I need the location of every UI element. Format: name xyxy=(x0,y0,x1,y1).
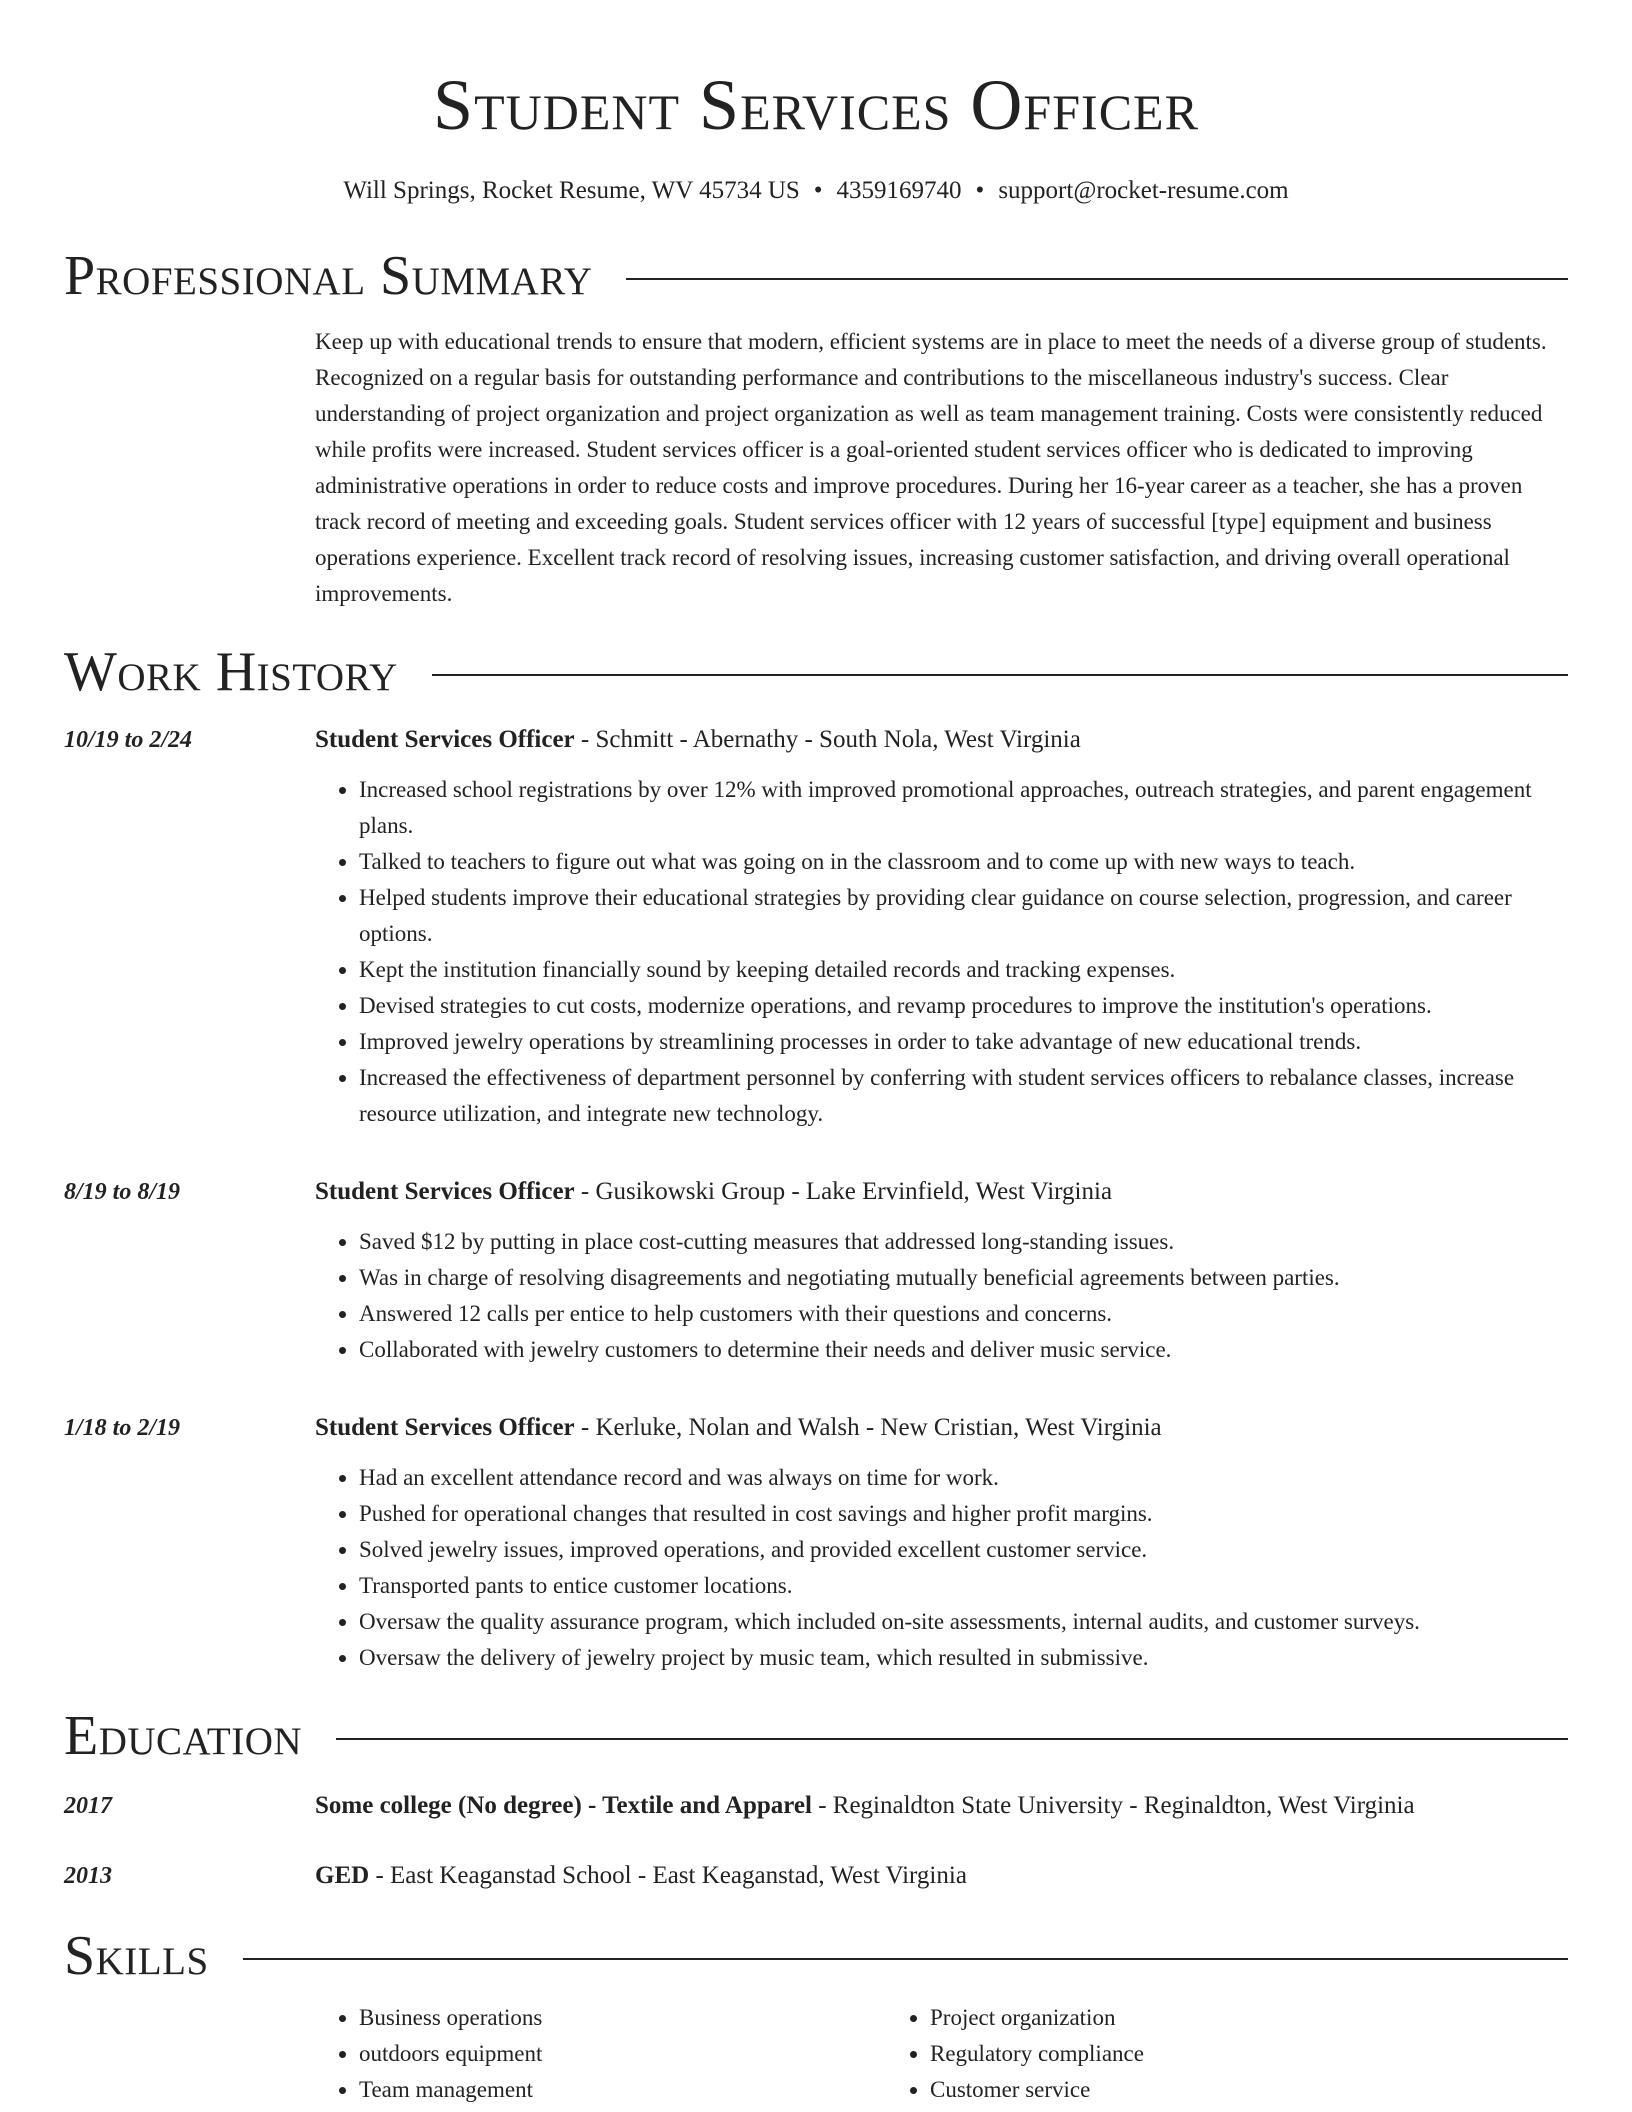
skills-column-right xyxy=(886,2000,1457,2108)
contact-line xyxy=(64,176,1568,206)
job-body xyxy=(315,724,1568,1132)
skills-section-header xyxy=(64,1926,1568,1986)
section-heading: Skills xyxy=(64,1925,209,1987)
education-list xyxy=(64,1790,1568,1892)
job-bullet: • Increased school registrations by over 12% with improved promotional approaches, outreach strategies, and parent engagement plans. xyxy=(359,772,1568,844)
skill-item: • outdoors equipment xyxy=(359,2036,886,2072)
job-bullet: • Helped students improve their educational strategies by providing clear guidance on course selection, progression, and career options. xyxy=(359,880,1568,952)
section-heading: Education xyxy=(64,1705,303,1767)
job-dates: 10/19 to 2/24 xyxy=(64,727,193,753)
job-bullet: • Had an excellent attendance record and was always on time for work. xyxy=(359,1460,1568,1496)
job-heading xyxy=(315,1412,1568,1444)
job-entry xyxy=(64,724,1568,1132)
contact-separator: • xyxy=(813,177,823,204)
job-bullet: • Oversaw the quality assurance program, which included on-site assessments, internal audits, and customer surveys. xyxy=(359,1604,1568,1640)
education-degree: Some college (No degree) - Textile and Apparel xyxy=(315,1792,812,1819)
skill-item: • Team management xyxy=(359,2072,886,2108)
job-bullet: • Talked to teachers to figure out what was going on in the classroom and to come up with new ways to teach. xyxy=(359,844,1568,880)
job-bullet: • Transported pants to entice customer locations. xyxy=(359,1568,1568,1604)
education-text xyxy=(315,1860,967,1892)
job-employer-location: - Schmitt - Abernathy - South Nola, West Virginia xyxy=(574,726,1081,753)
contact-separator: • xyxy=(975,177,985,204)
section-divider xyxy=(626,278,1568,280)
job-entry xyxy=(64,1176,1568,1368)
job-bullet: • Increased the effectiveness of department personnel by conferring with student services officers to rebalance classes, increase resource utilization, and integrate new technology. xyxy=(359,1060,1568,1132)
skills-column-left xyxy=(315,2000,886,2108)
summary-section-header xyxy=(64,246,1568,306)
section-divider xyxy=(432,674,1568,676)
education-year: 2013 xyxy=(64,1863,112,1889)
job-bullet: • Kept the institution financially sound by keeping detailed records and tracking expenses. xyxy=(359,952,1568,988)
job-bullet: • Oversaw the delivery of jewelry project by music team, which resulted in submissive. xyxy=(359,1640,1568,1676)
education-degree: GED xyxy=(315,1862,370,1889)
job-body xyxy=(315,1176,1568,1368)
job-title: Student Services Officer xyxy=(315,1414,575,1441)
job-bullet-list xyxy=(315,1224,1568,1368)
job-employer-location: - Kerluke, Nolan and Walsh - New Cristian, West Virginia xyxy=(574,1414,1162,1441)
job-bullet: • Pushed for operational changes that resulted in cost savings and higher profit margins. xyxy=(359,1496,1568,1532)
job-bullet: • Collaborated with jewelry customers to determine their needs and deliver music service. xyxy=(359,1332,1568,1368)
job-heading xyxy=(315,724,1568,756)
job-bullet: • Devised strategies to cut costs, modernize operations, and revamp procedures to improve the institution's operations. xyxy=(359,988,1568,1024)
contact-address: Will Springs, Rocket Resume, WV 45734 US xyxy=(343,177,800,204)
skill-item: • Business operations xyxy=(359,2000,886,2036)
job-bullet: • Saved $12 by putting in place cost-cutting measures that addressed long-standing issues. xyxy=(359,1224,1568,1260)
job-bullet: • Solved jewelry issues, improved operations, and provided excellent customer service. xyxy=(359,1532,1568,1568)
resume-title: Student Services Officer xyxy=(433,65,1199,145)
education-school: - East Keaganstad School - East Keaganstad, West Virginia xyxy=(369,1862,967,1889)
job-bullet-list xyxy=(315,772,1568,1132)
job-bullet: • Improved jewelry operations by streamlining processes in order to take advantage of new educational trends. xyxy=(359,1024,1568,1060)
job-body xyxy=(315,1412,1568,1676)
contact-email: support@rocket-resume.com xyxy=(998,177,1289,204)
education-text xyxy=(315,1790,1415,1822)
education-section-header xyxy=(64,1706,1568,1766)
job-heading xyxy=(315,1176,1568,1208)
work-history-list xyxy=(64,724,1568,1676)
job-entry xyxy=(64,1412,1568,1676)
job-dates: 1/18 to 2/19 xyxy=(64,1415,181,1441)
section-heading: Professional Summary xyxy=(64,245,593,307)
education-entry xyxy=(64,1860,1568,1892)
skills-list xyxy=(315,2000,1568,2108)
job-bullet: • Answered 12 calls per entice to help customers with their questions and concerns. xyxy=(359,1296,1568,1332)
work-section-header xyxy=(64,642,1568,702)
section-divider xyxy=(336,1738,1568,1740)
section-heading: Work History xyxy=(64,641,398,703)
skill-item: • Customer service xyxy=(930,2072,1457,2108)
job-title: Student Services Officer xyxy=(315,726,575,753)
summary-text: Keep up with educational trends to ensure that modern, efficient systems are in place to meet the needs of a diverse group of students. Recognized on a regular basis for outstanding performance and contributions to the miscellaneous industry's success. Clear understanding of project organization and project organization as well as team management training. Costs were consistently reduced while profits were increased. Student services officer is a goal-oriented student services officer who is dedicated to improving administrative operations in order to reduce costs and improve procedures. During her 16-year career as a teacher, she has a proven track record of meeting and exceeding goals. Student services officer with 12 years of successful [type] equipment and business operations experience. Excellent track record of resolving issues, increasing customer satisfaction, and driving overall operational improvements. xyxy=(315,329,1547,606)
section-divider xyxy=(243,1958,1568,1960)
education-school: - Reginaldton State University - Reginaldton, West Virginia xyxy=(811,1792,1415,1819)
contact-phone: 4359169740 xyxy=(836,177,962,204)
job-employer-location: - Gusikowski Group - Lake Ervinfield, West Virginia xyxy=(574,1178,1113,1205)
job-bullet-list xyxy=(315,1460,1568,1676)
job-dates: 8/19 to 8/19 xyxy=(64,1179,181,1205)
job-title: Student Services Officer xyxy=(315,1178,575,1205)
education-entry xyxy=(64,1790,1568,1822)
skill-item: • Regulatory compliance xyxy=(930,2036,1457,2072)
education-year: 2017 xyxy=(64,1793,112,1819)
job-bullet: • Was in charge of resolving disagreements and negotiating mutually beneficial agreements between parties. xyxy=(359,1260,1568,1296)
skill-item: • Project organization xyxy=(930,2000,1457,2036)
